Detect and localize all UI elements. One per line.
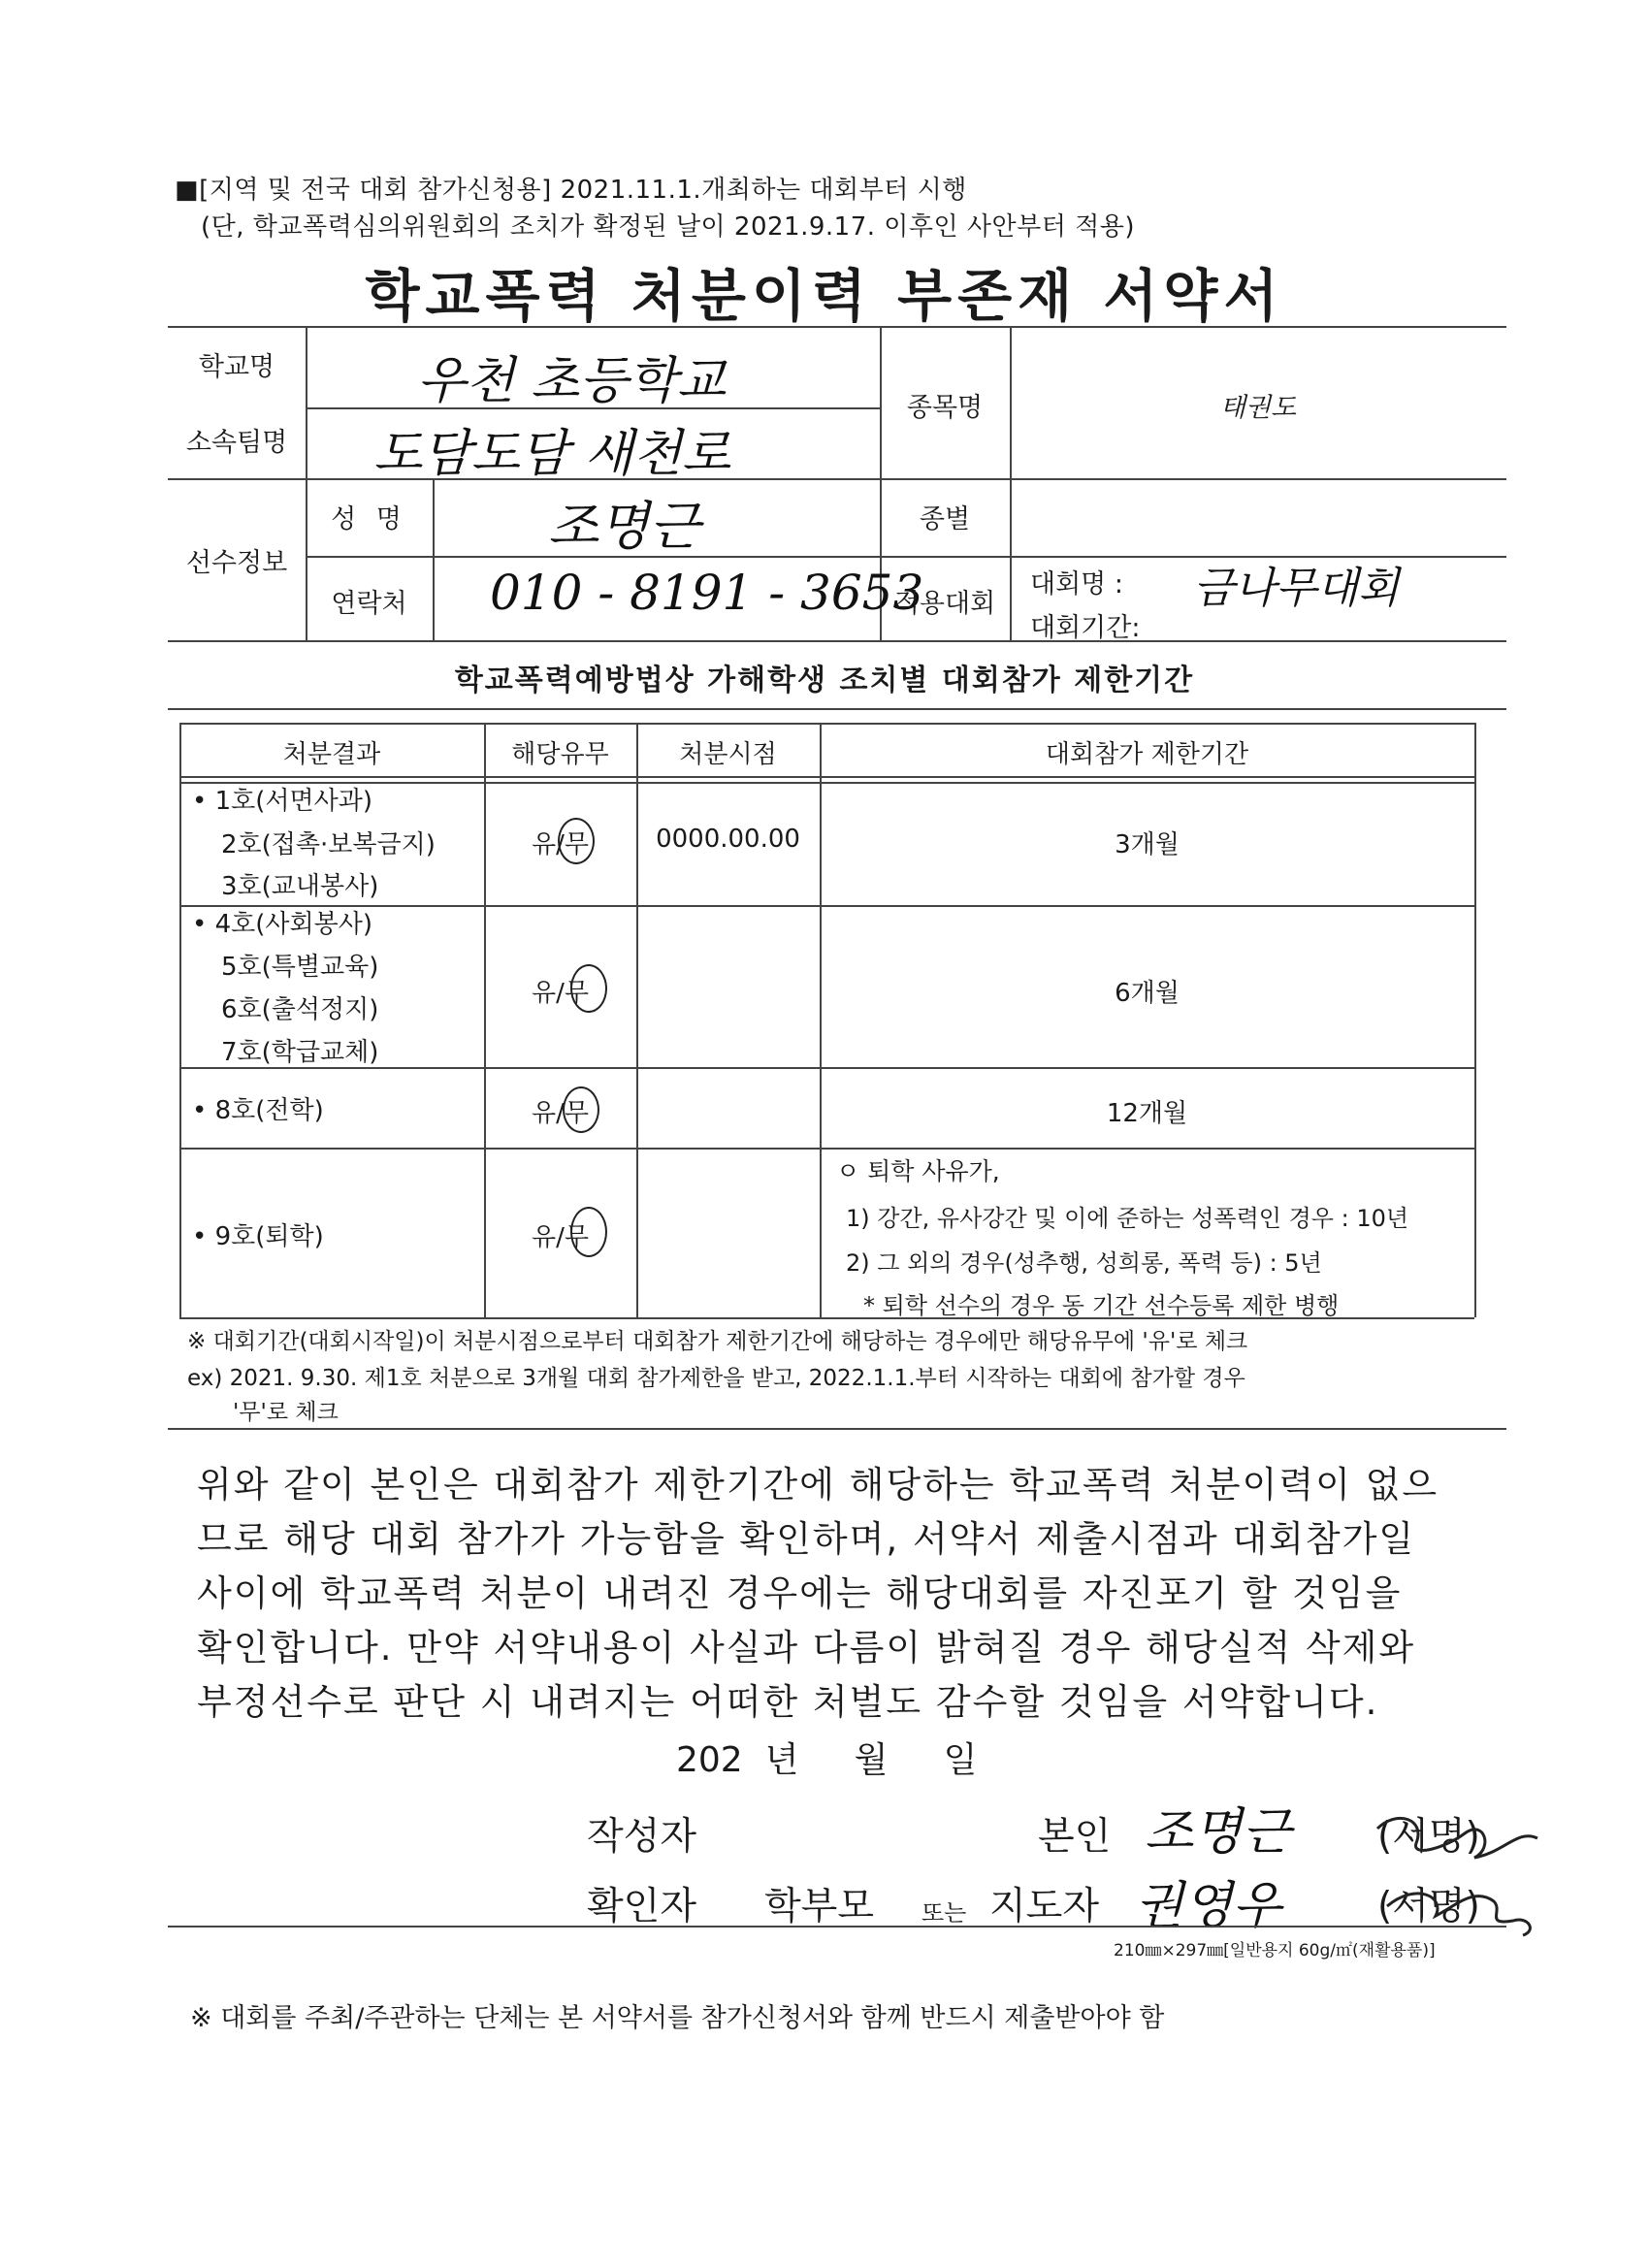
expulsion-note: * 퇴학 선수의 경우 동 기간 선수등록 제한 병행 (863, 1292, 1340, 1319)
team-value: 도담도담 새천로 (373, 425, 731, 483)
name-value: 조명근 (548, 496, 700, 557)
sanction-item: 5호(특별교육) (221, 953, 379, 982)
check-circle-mark (558, 818, 595, 864)
expulsion-reason-2: 2) 그 외의 경우(성추행, 성희롱, 폭력 등) : 5년 (846, 1249, 1322, 1277)
applicable-check: 유/무 (532, 1223, 589, 1252)
date-line: 202 년 월 일 (676, 1740, 978, 1780)
sanction-item: • 1호(서면사과) (192, 787, 373, 816)
applicable-check: 유/무 (532, 830, 589, 859)
applicable-check: 유/무 (532, 1099, 589, 1128)
document-title: 학교폭력 처분이력 부존재 서약서 (365, 263, 1284, 329)
sport-label: 종목명 (906, 393, 984, 423)
pledge-line-1: 위와 같이 본인은 대회참가 제한기간에 해당하는 학교폭력 처분이력이 없으 (197, 1464, 1439, 1506)
confirmer-label: 확인자 (587, 1885, 697, 1928)
parent-label: 학부모 (764, 1885, 875, 1928)
footer-note: ※ 대회를 주최/주관하는 단체는 본 서약서를 참가신청서와 함께 반드시 제출받아야 함 (190, 2003, 1165, 2033)
sanction-vline-right (1474, 723, 1476, 1317)
sanction-item: 3호(교내봉사) (221, 872, 379, 901)
writer-label: 작성자 (587, 1815, 697, 1859)
school-value: 우천 초등학교 (417, 352, 726, 410)
restriction-period: 12개월 (1106, 1099, 1188, 1128)
paper-spec: 210㎜×297㎜[일반용지 60g/㎡(재활용품)] (1114, 1941, 1436, 1960)
school-label: 학교명 (198, 352, 275, 382)
pledge-line-5: 부정선수로 판단 시 내려지는 어떠한 처벌도 감수할 것임을 서약합니다. (197, 1681, 1379, 1723)
info-table-top-border (168, 326, 1506, 328)
sanction-item: 6호(출석정지) (221, 995, 379, 1024)
section-title-underline (168, 708, 1506, 710)
sanction-row-divider-3 (179, 1148, 1474, 1150)
notice-line-2: (단, 학교폭력심의위원회의 조치가 확정된 날이 2021.9.17. 이후인 사안부터 적용) (201, 212, 1136, 242)
restriction-period: 6개월 (1115, 979, 1180, 1008)
pledge-line-2: 므로 해당 대회 참가가 가능함을 확인하며, 서약서 제출시점과 대회참가일 (197, 1518, 1416, 1560)
sanction-vline-left (179, 723, 181, 1317)
pledge-line-4: 확인합니다. 만약 서약내용이 사실과 다름이 밝혀질 경우 해당실적 삭제와 (197, 1627, 1416, 1669)
expulsion-reason-1: 1) 강간, 유사강간 및 이에 준하는 성폭력인 경우 : 10년 (846, 1205, 1409, 1232)
info-vline-2 (433, 478, 435, 640)
signature-divider (168, 1926, 1506, 1928)
competition-name-label: 대회명 : (1030, 569, 1123, 599)
signature-scribble-image (1358, 1790, 1552, 1945)
check-circle-mark (570, 964, 607, 1013)
sanction-item: • 4호(사회봉사) (192, 910, 373, 939)
notes-divider (168, 1428, 1506, 1430)
self-signature-name: 조명근 (1145, 1803, 1291, 1862)
applicable-check: 유/무 (532, 979, 589, 1008)
header-sanction-result: 처분결과 (282, 740, 381, 769)
coach-signature-name: 권영우 (1135, 1877, 1281, 1935)
note-3: '무'로 체크 (233, 1400, 339, 1425)
sanction-header-divider-2 (179, 782, 1474, 784)
sanction-header-divider-1 (179, 776, 1474, 778)
applied-competition-label: 적용대회 (893, 589, 996, 619)
check-circle-mark (570, 1207, 607, 1257)
info-table-bottom-border (168, 640, 1506, 642)
note-2: ex) 2021. 9.30. 제1호 처분으로 3개월 대회 참가제한을 받고, 2022.1.1.부터 시작하는 대회에 참가할 경우 (187, 1366, 1245, 1391)
sanction-date: 0000.00.00 (656, 825, 800, 854)
sport-value: 태권도 (1219, 393, 1297, 423)
header-restriction-period: 대회참가 제한기간 (1045, 740, 1249, 769)
competition-period-label: 대회기간: (1030, 613, 1141, 643)
note-1: ※ 대회기간(대회시작일)이 처분시점으로부터 대회참가 제한기간에 해당하는 경우에만 해당유무에 '유'로 체크 (187, 1329, 1248, 1354)
sign-label-2: (서명) (1377, 1885, 1480, 1928)
contact-label: 연락처 (331, 589, 407, 619)
sanction-item: 7호(학급교체) (221, 1038, 379, 1067)
header-applicable: 해당유무 (511, 740, 609, 769)
sanction-table-top-border (179, 723, 1474, 725)
info-vline-4 (1010, 326, 1012, 640)
restriction-period: 3개월 (1115, 830, 1180, 859)
info-divider-team-player (168, 478, 1506, 480)
gender-label: 종별 (919, 504, 971, 535)
self-label: 본인 (1038, 1815, 1112, 1859)
coach-label: 지도자 (989, 1885, 1100, 1928)
team-label: 소속팀명 (185, 428, 288, 458)
sanction-row-divider-1 (179, 905, 1474, 907)
name-label: 성 명 (331, 504, 407, 535)
section-title: 학교폭력예방법상 가해학생 조치별 대회참가 제한기간 (454, 664, 1195, 697)
contact-value: 010 - 8191 - 3653 (490, 565, 924, 621)
sanction-item: • 8호(전학) (192, 1096, 324, 1125)
player-info-label: 선수정보 (185, 548, 288, 578)
sanction-vline-3 (820, 723, 822, 1317)
sanction-item: • 9호(퇴학) (192, 1222, 324, 1251)
check-circle-mark (563, 1086, 599, 1133)
sanction-item: 2호(접촉·보복금지) (221, 830, 436, 859)
competition-name-value: 금나무대회 (1193, 564, 1400, 613)
expulsion-reason-heading: ㅇ 퇴학 사유가, (836, 1157, 1000, 1185)
pledge-line-3: 사이에 학교폭력 처분이 내려진 경우에는 해당대회를 자진포기 할 것임을 (197, 1572, 1403, 1614)
header-sanction-date: 처분시점 (679, 740, 777, 769)
sanction-vline-2 (636, 723, 638, 1317)
or-label: 또는 (922, 1899, 967, 1927)
notice-line-1: ■[지역 및 전국 대회 참가신청용] 2021.11.1.개최하는 대회부터 시행 (175, 176, 967, 205)
sign-label: (서명) (1377, 1815, 1480, 1859)
